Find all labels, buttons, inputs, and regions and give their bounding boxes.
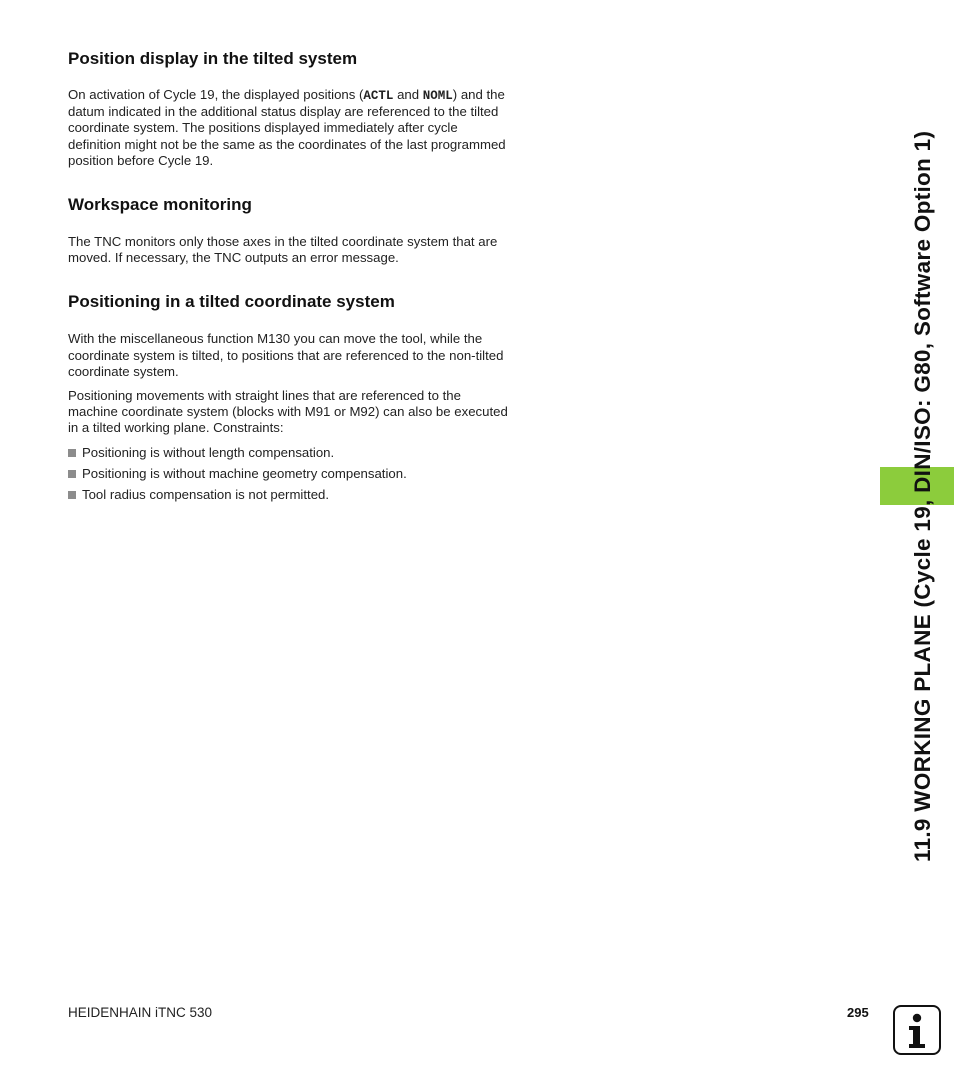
paragraph-constraints: Positioning movements with straight lines that are referenced to the machine coordinate system (blocks with M91 or M92) can also be executed in a tilted working plane. Constraints: (68, 388, 508, 436)
list-item: Positioning is without length compensation. (68, 445, 513, 461)
square-bullet-icon (68, 470, 76, 478)
section-heading-position-display: Position display in the tilted system (68, 49, 358, 68)
paragraph-position-display: On activation of Cycle 19, the displayed positions (ACTL and NOML) and the datum indicated in the additional status display are referenced to the tilted coordinate system. The positions displayed immediately after cycle definition might not be the same as the coordinates of the last programmed position before Cycle 19. (68, 87, 506, 168)
constraints-list (68, 445, 513, 504)
list-item: Positioning is without machine geometry compensation. (68, 466, 513, 482)
section-heading-tilted-positioning: Positioning in a tilted coordinate system (68, 292, 395, 312)
chapter-side-title: 11.9 WORKING PLANE (Cycle 19, DIN/ISO: G80, Software Option 1) (910, 130, 935, 862)
square-bullet-icon (68, 491, 76, 499)
chapter-tab-marker-edge (935, 467, 954, 505)
section-heading-workspace-monitoring: Workspace monitoring (68, 195, 252, 215)
code-noml: NOML (422, 89, 453, 103)
code-actl: ACTL (363, 89, 394, 103)
page-number: 295 (847, 1005, 869, 1020)
main-content (68, 48, 513, 508)
info-icon (893, 1005, 941, 1055)
paragraph-workspace-monitoring: The TNC monitors only those axes in the tilted coordinate system that are moved. If necessary, the TNC outputs an error message. (68, 234, 498, 266)
list-item: Tool radius compensation is not permitted. (68, 487, 513, 503)
square-bullet-icon (68, 449, 76, 457)
paragraph-m130: With the miscellaneous function M130 you can move the tool, while the coordinate system is tilted, to positions that are referenced to the non-tilted coordinate system. (68, 331, 504, 379)
footer-manual-name: HEIDENHAIN iTNC 530 (68, 1005, 213, 1020)
